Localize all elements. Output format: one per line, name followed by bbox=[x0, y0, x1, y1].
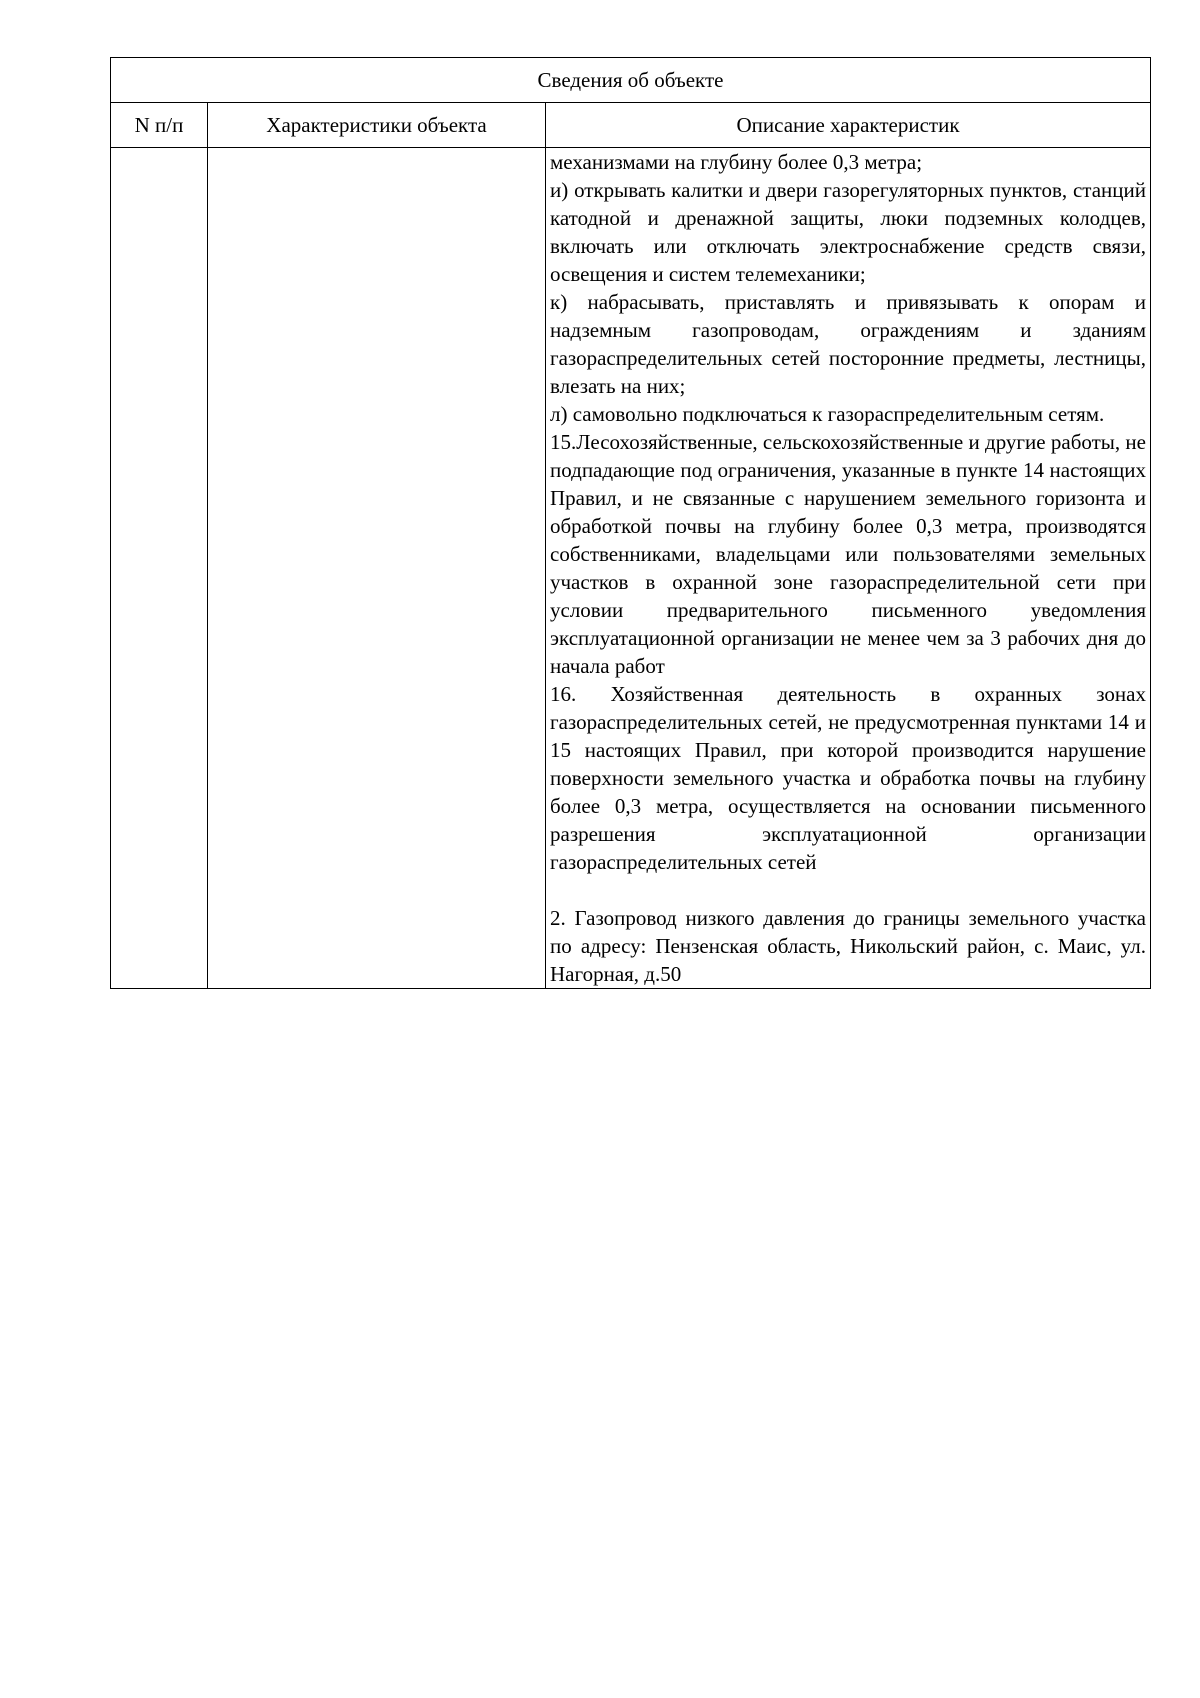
row-characteristics-cell bbox=[208, 148, 546, 989]
row-description-cell bbox=[546, 148, 1151, 989]
description-paragraph: л) самовольно подключаться к газораспределительным сетям. bbox=[550, 402, 1105, 426]
description-paragraph: 15.Лесохозяйственные, сельскохозяйственные и другие работы, не подпадающие под ограничения, указанные в пункте 14 настоящих Правил, и не связанные с нарушением земельного горизонта и обработкой почвы на глубину более 0,3 метра, производятся собственниками, владельцами или пользователями земельных участков в охранной зоне газораспределительной сети при условии предварительного письменного уведомления эксплуатационной организации не менее чем за 3 рабочих дня до начала работ bbox=[550, 430, 1146, 678]
description-paragraph: механизмами на глубину более 0,3 метра; bbox=[550, 150, 923, 174]
table-title: Сведения об объекте bbox=[111, 58, 1151, 103]
description-paragraph: и) открывать калитки и двери газорегуляторных пунктов, станций катодной и дренажной защиты, люки подземных колодцев, включать или отключать электроснабжение средств связи, освещения и систем телемеханики; bbox=[550, 178, 1146, 286]
header-description: Описание характеристик bbox=[546, 103, 1151, 148]
description-paragraph: к) набрасывать, приставлять и привязывать к опорам и надземным газопроводам, ограждениям и зданиям газораспределительных сетей посторонние предметы, лестницы, влезать на них; bbox=[550, 290, 1146, 398]
description-paragraph: 16. Хозяйственная деятельность в охранных зонах газораспределительных сетей, не предусмотренная пунктами 14 и 15 настоящих Правил, при которой производится нарушение поверхности земельного участка и обработка почвы на глубину более 0,3 метра, осуществляется на основании письменного разрешения эксплуатационной организации газораспределительных сетей bbox=[550, 682, 1146, 874]
object-info-table bbox=[110, 57, 1151, 989]
row-number-cell bbox=[111, 148, 208, 989]
description-paragraph: 2. Газопровод низкого давления до границы земельного участка по адресу: Пензенская область, Никольский район, с. Маис, ул. Нагорная, д.50 bbox=[550, 906, 1146, 986]
table-row bbox=[111, 148, 1151, 989]
header-number: N п/п bbox=[111, 103, 208, 148]
header-characteristics: Характеристики объекта bbox=[208, 103, 546, 148]
description-blank-line bbox=[550, 876, 1146, 904]
